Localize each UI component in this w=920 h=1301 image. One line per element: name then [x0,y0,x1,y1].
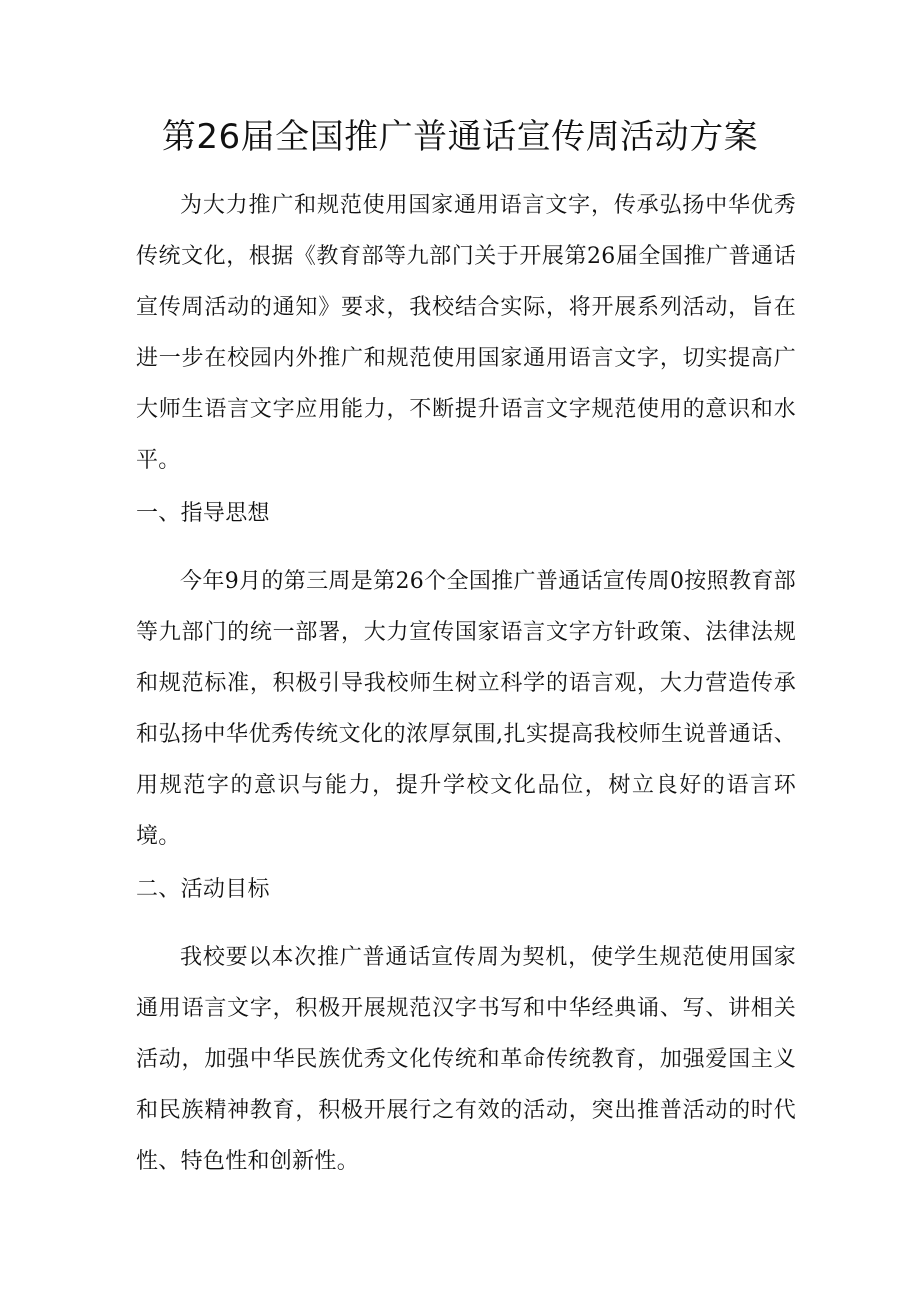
intro-paragraph: 为大力推广和规范使用国家通用语言文字，传承弘扬中华优秀传统文化，根据《教育部等九部门关于开展第26届全国推广普通话宣传周活动的通知》要求，我校结合实际，将开展系列活动，旨在进一步在校园内外推广和规范使用国家通用语言文字，切实提高广大师生语言文字应用能力，不断提升语言文字规范使用的意识和水平。 [136,193,796,473]
document-title: 第26届全国推广普通话宣传周活动方案 [161,117,759,157]
section-heading-guiding-ideology: 一、指导思想 [136,501,270,526]
section-heading-activity-goals: 二、活动目标 [136,877,270,902]
section-body-activity-goals: 我校要以本次推广普通话宣传周为契机，使学生规范使用国家通用语言文字，积极开展规范汉字书写和中华经典诵、写、讲相关活动，加强中华民族优秀文化传统和革命传统教育，加强爱国主义和民族精神教育，积极开展行之有效的活动，突出推普活动的时代性、特色性和创新性。 [136,945,796,1174]
section-body-guiding-ideology: 今年9月的第三周是第26个全国推广普通话宣传周0按照教育部等九部门的统一部署，大力宣传国家语言文字方针政策、法律法规和规范标准，积极引导我校师生树立科学的语言观，大力营造传承和弘扬中华优秀传统文化的浓厚氛围,扎实提高我校师生说普通话、用规范字的意识与能力，提升学校文化品位，树立良好的语言环境。 [136,569,796,849]
